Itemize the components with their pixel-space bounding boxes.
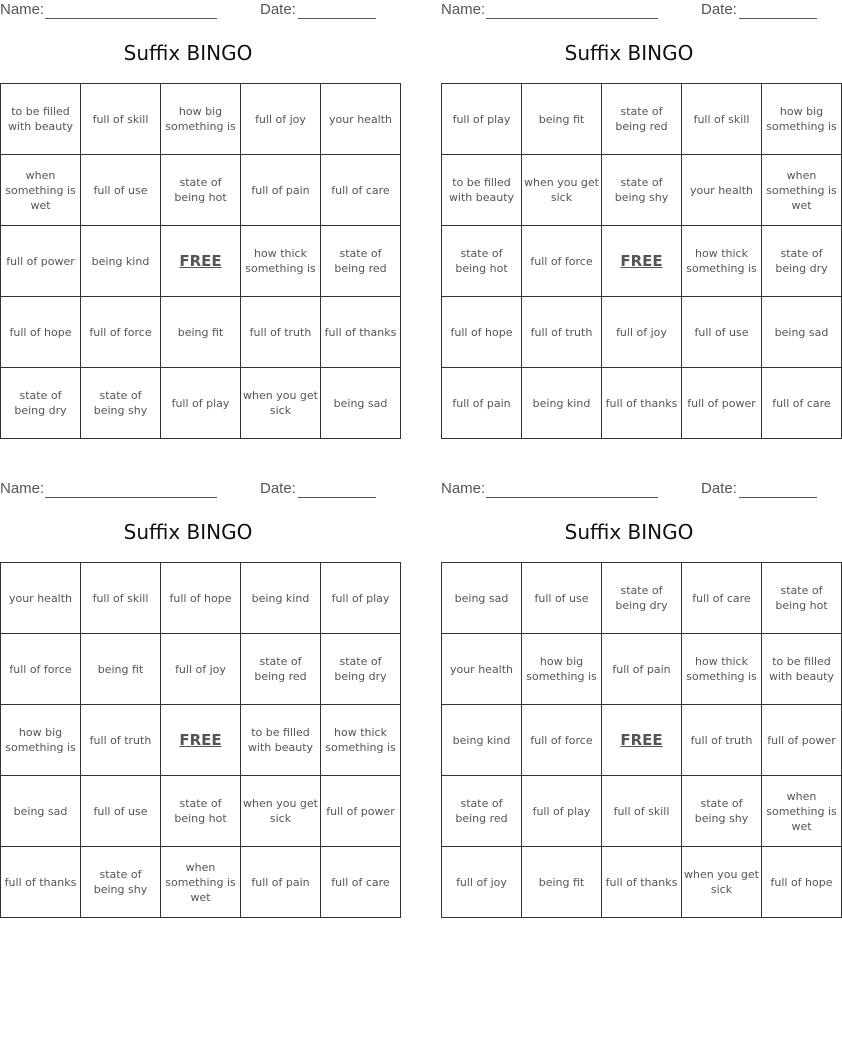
bingo-cell[interactable]: being fit [522,84,602,155]
bingo-cell[interactable]: your health [1,563,81,634]
free-space[interactable]: FREE [602,705,682,776]
name-field[interactable] [45,18,217,19]
date-field[interactable] [298,18,376,19]
free-space[interactable]: FREE [161,226,241,297]
bingo-cell[interactable]: full of care [321,155,401,226]
bingo-row [1,84,401,155]
bingo-cell[interactable]: state of being dry [762,226,842,297]
bingo-cell[interactable]: how thick something is [682,226,762,297]
bingo-row [1,226,401,297]
bingo-cell[interactable]: when something is wet [762,776,842,847]
bingo-cell[interactable]: being kind [81,226,161,297]
date-field[interactable] [739,18,817,19]
bingo-row [1,155,401,226]
bingo-cell[interactable]: when you get sick [241,368,321,439]
bingo-cell[interactable]: how thick something is [682,634,762,705]
date-label: Date: [260,480,296,497]
name-label: Name: [0,480,45,497]
bingo-cell[interactable]: state of being shy [602,155,682,226]
bingo-row [1,634,401,705]
bingo-cell[interactable]: how thick something is [241,226,321,297]
free-space[interactable]: FREE [602,226,682,297]
bingo-cell[interactable]: full of skill [682,84,762,155]
bingo-cell[interactable]: your health [682,155,762,226]
bingo-grid [0,83,401,439]
bingo-row [442,155,842,226]
bingo-cell[interactable]: to be filled with beauty [442,155,522,226]
bingo-row [442,226,842,297]
bingo-card [441,479,837,914]
bingo-cell[interactable]: full of truth [81,705,161,776]
bingo-grid [441,562,842,918]
date-label: Date: [701,480,737,497]
bingo-cell[interactable]: state of being red [241,634,321,705]
bingo-cell[interactable]: being sad [1,776,81,847]
bingo-cell[interactable]: full of pain [241,847,321,918]
bingo-cell[interactable]: being fit [161,297,241,368]
bingo-row [1,776,401,847]
bingo-grid [0,562,401,918]
name-field[interactable] [45,497,217,498]
card-header [441,1,817,21]
bingo-cell[interactable]: when you get sick [682,847,762,918]
card-title: Suffix BINGO [564,41,694,65]
bingo-cell[interactable]: full of skill [81,84,161,155]
bingo-cell[interactable]: full of power [682,368,762,439]
bingo-cell[interactable]: state of being hot [161,776,241,847]
bingo-cell[interactable]: full of pain [241,155,321,226]
bingo-cell[interactable]: being sad [321,368,401,439]
bingo-cell[interactable]: state of being dry [1,368,81,439]
bingo-cell[interactable]: state of being shy [682,776,762,847]
bingo-cell[interactable]: full of thanks [602,847,682,918]
bingo-cell[interactable]: full of use [682,297,762,368]
card-title: Suffix BINGO [123,520,253,544]
bingo-cell[interactable]: full of power [1,226,81,297]
bingo-cell[interactable]: full of force [522,705,602,776]
bingo-cell[interactable]: being kind [241,563,321,634]
bingo-row [442,297,842,368]
bingo-cell[interactable]: full of care [762,368,842,439]
bingo-cell[interactable]: when you get sick [522,155,602,226]
name-label: Name: [441,1,486,18]
bingo-cell[interactable]: how thick something is [321,705,401,776]
bingo-cell[interactable]: full of joy [602,297,682,368]
bingo-cell[interactable]: state of being hot [442,226,522,297]
bingo-card [441,0,837,435]
bingo-cell[interactable]: being sad [442,563,522,634]
bingo-row [1,847,401,918]
bingo-cell[interactable]: how big something is [762,84,842,155]
bingo-cell[interactable]: state of being hot [161,155,241,226]
bingo-cell[interactable]: state of being shy [81,368,161,439]
bingo-cell[interactable]: when something is wet [762,155,842,226]
bingo-cell[interactable]: being fit [522,847,602,918]
bingo-cell[interactable]: full of pain [602,634,682,705]
bingo-cell[interactable]: state of being hot [762,563,842,634]
bingo-cell[interactable]: full of truth [682,705,762,776]
bingo-cell[interactable]: full of skill [81,563,161,634]
bingo-row [442,847,842,918]
bingo-cell[interactable]: full of play [522,776,602,847]
bingo-cell[interactable]: full of care [321,847,401,918]
bingo-cell[interactable]: full of power [321,776,401,847]
bingo-cell[interactable]: full of play [321,563,401,634]
date-field[interactable] [739,497,817,498]
name-field[interactable] [486,497,658,498]
bingo-cell[interactable]: to be filled with beauty [1,84,81,155]
name-field[interactable] [486,18,658,19]
bingo-cell[interactable]: full of joy [161,634,241,705]
bingo-cell[interactable]: being kind [442,705,522,776]
free-space[interactable]: FREE [161,705,241,776]
bingo-row [442,563,842,634]
bingo-cell[interactable]: state of being red [602,84,682,155]
bingo-cell[interactable]: full of use [81,155,161,226]
bingo-row [1,368,401,439]
bingo-cell[interactable]: full of joy [241,84,321,155]
bingo-row [442,634,842,705]
card-title: Suffix BINGO [564,520,694,544]
bingo-grid [441,83,842,439]
bingo-cell[interactable]: to be filled with beauty [762,634,842,705]
bingo-cell[interactable]: when something is wet [161,847,241,918]
bingo-row [1,297,401,368]
card-header [441,480,817,500]
name-label: Name: [0,1,45,18]
bingo-row [442,776,842,847]
bingo-cell[interactable]: full of truth [241,297,321,368]
bingo-cell[interactable]: state of being shy [81,847,161,918]
card-header [0,480,376,500]
card-header [0,1,376,21]
bingo-cell[interactable]: full of use [522,563,602,634]
bingo-cell[interactable]: full of hope [762,847,842,918]
bingo-row [442,368,842,439]
bingo-cell[interactable]: full of care [682,563,762,634]
bingo-cell[interactable]: full of power [762,705,842,776]
card-title: Suffix BINGO [123,41,253,65]
bingo-cell[interactable]: full of hope [161,563,241,634]
bingo-cell[interactable]: full of hope [1,297,81,368]
bingo-cell[interactable]: full of thanks [1,847,81,918]
bingo-cell[interactable]: full of force [81,297,161,368]
bingo-row [1,563,401,634]
bingo-cell[interactable]: full of skill [602,776,682,847]
bingo-cell[interactable]: full of thanks [602,368,682,439]
bingo-cell[interactable]: state of being red [321,226,401,297]
bingo-cell[interactable]: your health [321,84,401,155]
bingo-row [442,84,842,155]
date-label: Date: [260,1,296,18]
bingo-cell[interactable]: full of force [522,226,602,297]
date-field[interactable] [298,497,376,498]
bingo-cell[interactable]: full of thanks [321,297,401,368]
bingo-card [0,0,397,435]
bingo-cell[interactable]: being fit [81,634,161,705]
bingo-cell[interactable]: full of hope [442,297,522,368]
bingo-cell[interactable]: full of joy [442,847,522,918]
bingo-row [442,705,842,776]
bingo-cell[interactable]: being kind [522,368,602,439]
bingo-cell[interactable]: state of being red [442,776,522,847]
bingo-cell[interactable]: when something is wet [1,155,81,226]
bingo-cell[interactable]: how big something is [1,705,81,776]
bingo-cell[interactable]: being sad [762,297,842,368]
bingo-cell[interactable]: when you get sick [241,776,321,847]
bingo-cell[interactable]: full of play [161,368,241,439]
bingo-cell[interactable]: state of being dry [602,563,682,634]
bingo-cell[interactable]: full of use [81,776,161,847]
bingo-cell[interactable]: your health [442,634,522,705]
bingo-cell[interactable]: full of truth [522,297,602,368]
bingo-cell[interactable]: full of pain [442,368,522,439]
date-label: Date: [701,1,737,18]
bingo-row [1,705,401,776]
name-label: Name: [441,480,486,497]
bingo-cell[interactable]: state of being dry [321,634,401,705]
bingo-cell[interactable]: how big something is [522,634,602,705]
bingo-cell[interactable]: to be filled with beauty [241,705,321,776]
bingo-cell[interactable]: how big something is [161,84,241,155]
bingo-cell[interactable]: full of play [442,84,522,155]
bingo-card [0,479,396,914]
bingo-cell[interactable]: full of force [1,634,81,705]
